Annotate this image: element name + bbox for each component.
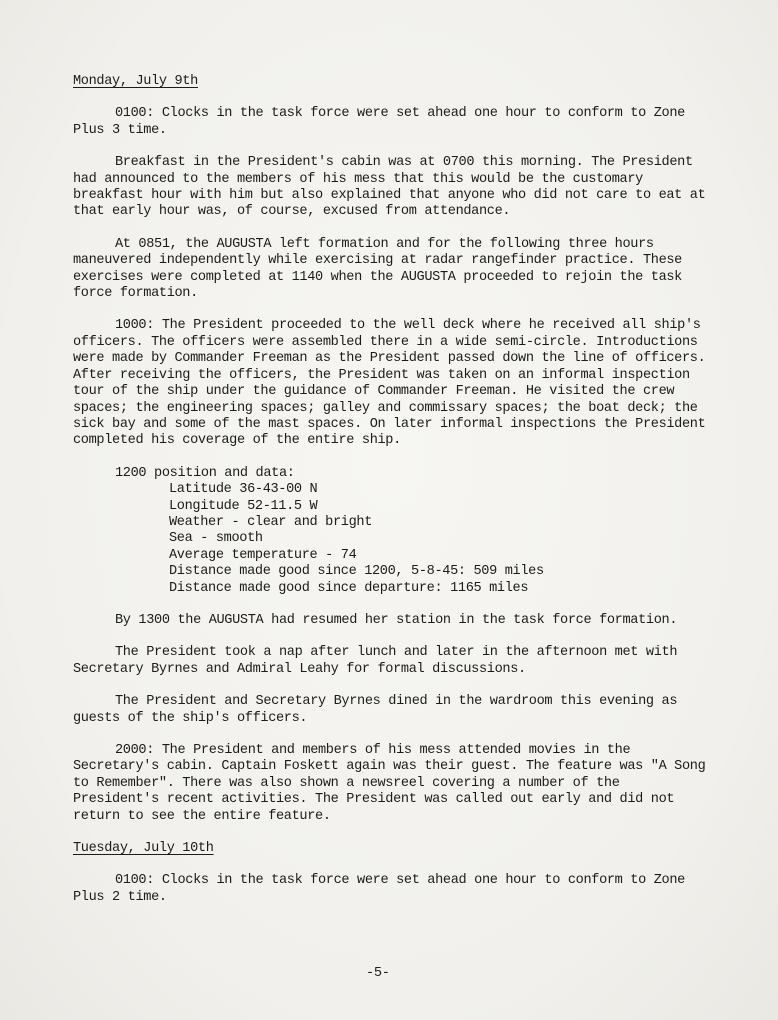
weather-line: Weather - clear and bright: [169, 514, 372, 530]
position-data-block: [73, 466, 713, 597]
section-header-monday: Monday, July 9th: [73, 74, 198, 89]
longitude-line: Longitude 52-11.5 W: [169, 498, 318, 514]
latitude-line: Latitude 36-43-00 N: [169, 482, 318, 498]
paragraph-clocks-zone-3: 0100: Clocks in the task force were set ahead one hour to conform to Zone Plus 3 time.: [73, 106, 685, 138]
paragraph-breakfast: Breakfast in the President's cabin was at 0700 this morning. The President had announced to the members of his mess that this would be the customary breakfast hour with him but also explained that anyone who did not care to eat at that early hour was, of course, excused from attendance.: [73, 155, 706, 220]
position-data-heading: 1200 position and data:: [115, 465, 295, 481]
paragraph-wardroom-dinner: The President and Secretary Byrnes dined in the wardroom this evening as guests of the ship's officers.: [73, 694, 678, 726]
paragraph-movies: 2000: The President and members of his mess attended movies in the Secretary's cabin. Captain Foskett again was their guest. The feature was "A Song to Remember". There was also shown a newsreel covering a number of the President's recent activities. The President was called out early and did not return to see the entire feature.: [73, 743, 706, 824]
paragraph-nap-discussions: The President took a nap after lunch and later in the afternoon met with Secretary Byrnes and Admiral Leahy for formal discussions.: [73, 645, 678, 677]
temperature-line: Average temperature - 74: [169, 547, 357, 563]
distance-since-departure-line: Distance made good since departure: 1165 miles: [169, 580, 529, 596]
paragraph-officers-inspection: 1000: The President proceeded to the well deck where he received all ship's officers. The officers were assembled there in a wide semi-circle. Introductions were made by Commander Freeman as the President passed down the line of officers. After receiving the officers, the President was taken on an informal inspection tour of the ship under the guidance of Commander Freeman. He visited the crew spaces; the engineering spaces; galley and commissary spaces; the boat deck; the sick bay and some of the mast spaces. On later informal inspections the President completed his coverage of the entire ship.: [73, 318, 706, 449]
paragraph-clocks-zone-2: 0100: Clocks in the task force were set ahead one hour to conform to Zone Plus 2 time.: [73, 873, 685, 905]
sea-line: Sea - smooth: [169, 531, 263, 547]
section-header-tuesday: Tuesday, July 10th: [73, 841, 214, 857]
distance-since-1200-line: Distance made good since 1200, 5-8-45: 509 miles: [169, 564, 544, 580]
paragraph-resumed-station: By 1300 the AUGUSTA had resumed her station in the task force formation.: [115, 612, 678, 628]
page-number: -5-: [366, 966, 390, 981]
paragraph-radar-exercise: At 0851, the AUGUSTA left formation and for the following three hours maneuvered independently while exercising at radar rangefinder practice. These exercises were completed at 1140 when the AUGUSTA proceeded to rejoin the task force formation.: [73, 236, 682, 302]
document-body: [73, 74, 713, 906]
